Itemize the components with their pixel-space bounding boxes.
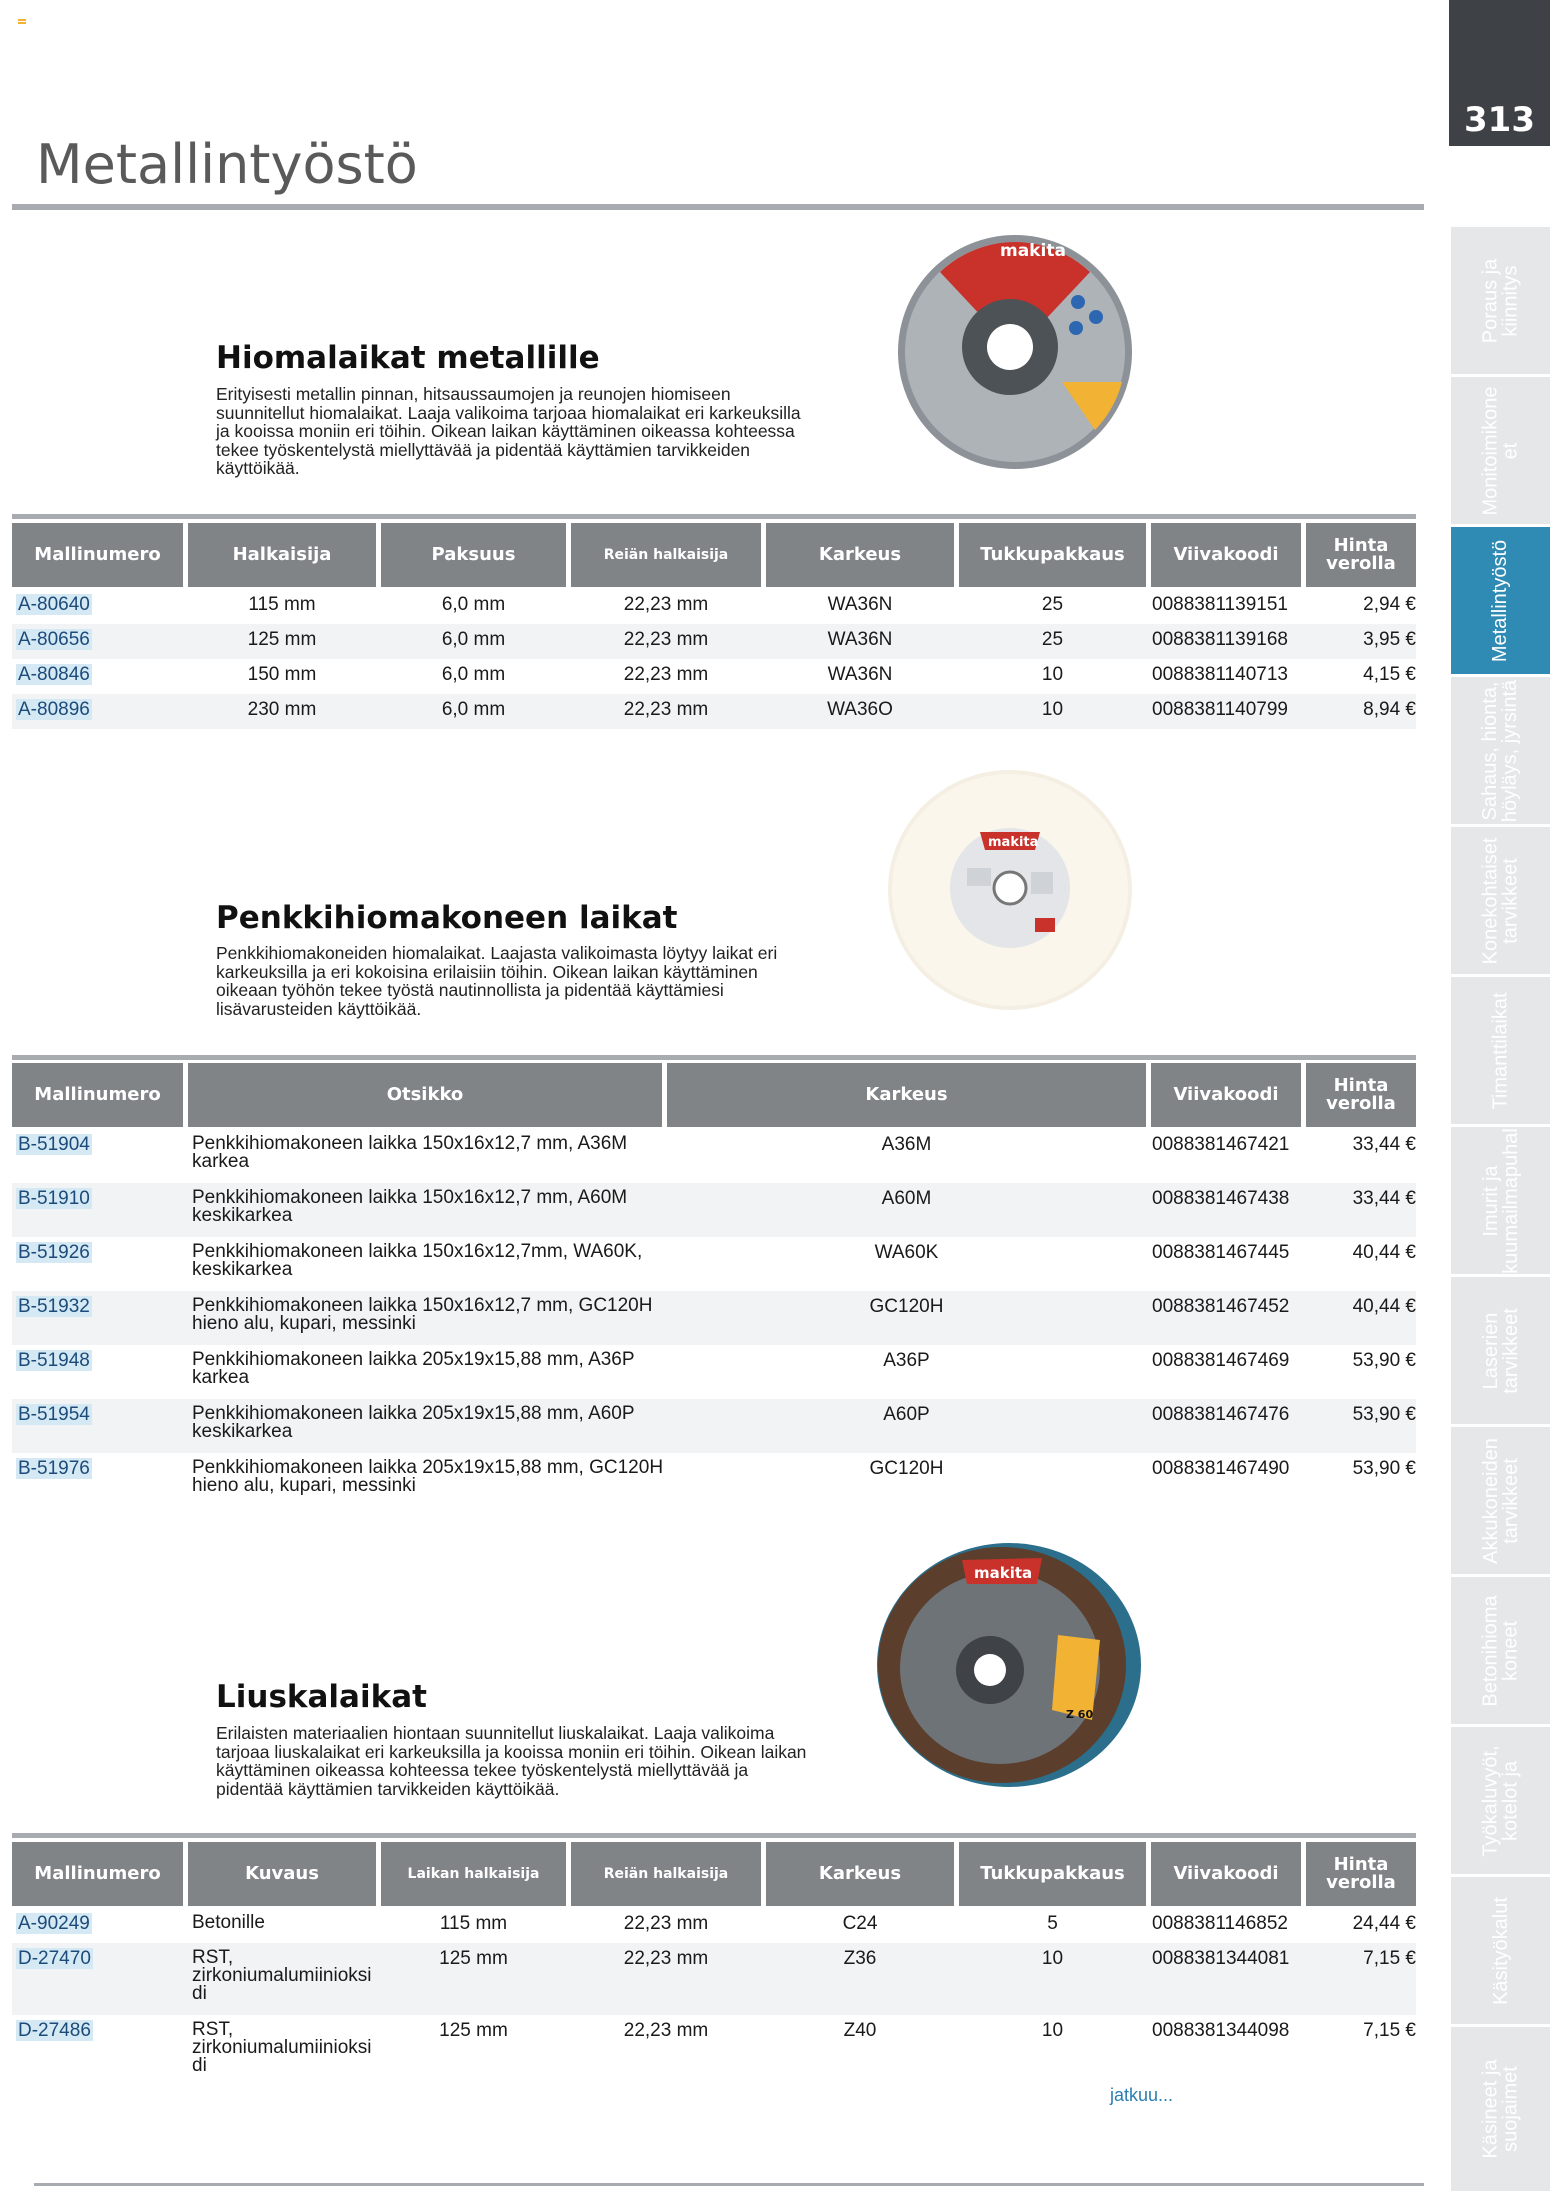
table-cell: GC120H bbox=[869, 1296, 944, 1317]
table-cell: Penkkihiomakoneen laikka 205x19x15,88 mm, GC120H hieno alu, kupari, messinki bbox=[192, 1457, 664, 1496]
side-tab-label: Konekohtaiset tarvikkeet bbox=[1479, 837, 1522, 964]
bench-grinder-wheel-image bbox=[885, 768, 1135, 1013]
table-cell: 33,44 € bbox=[1352, 1134, 1416, 1155]
table-cell: A60P bbox=[883, 1404, 930, 1425]
grinding-disc-image bbox=[890, 232, 1140, 472]
table-cell: 125 mm bbox=[247, 629, 317, 650]
table-cell: 2,94 € bbox=[1363, 594, 1416, 615]
section-title-liuskalaikat: Liuskalaikat bbox=[216, 1679, 427, 1715]
side-tab-poraus[interactable] bbox=[1451, 224, 1550, 374]
table-row bbox=[12, 1129, 1416, 1183]
table-divider bbox=[12, 1055, 1416, 1060]
table-cell: 25 bbox=[1041, 629, 1064, 650]
table-penkkihiomakoneen bbox=[12, 1063, 1416, 1513]
table-cell: 0088381344098 bbox=[1152, 2020, 1290, 2041]
table-cell: 24,44 € bbox=[1352, 1913, 1416, 1934]
side-tab-laserien[interactable] bbox=[1451, 1274, 1550, 1424]
table-divider bbox=[12, 514, 1416, 519]
table-cell: 10 bbox=[1041, 699, 1064, 720]
table-cell: Penkkihiomakoneen laikka 205x19x15,88 mm, A36P karkea bbox=[192, 1349, 635, 1388]
bottom-divider bbox=[34, 2183, 1424, 2186]
side-tab-label: Käsineet ja suojaimet bbox=[1479, 2059, 1522, 2159]
svg-text:Z 60: Z 60 bbox=[1066, 1708, 1094, 1721]
table-cell: 6,0 mm bbox=[441, 629, 506, 650]
side-tab-label: Sahaus, hionta, höyläys, jyrsintä bbox=[1479, 679, 1522, 822]
table-cell: 22,23 mm bbox=[623, 699, 709, 720]
col-header-hinta: Hinta verolla bbox=[1306, 1063, 1416, 1127]
table-cell: Z40 bbox=[843, 2020, 877, 2041]
side-tab-kasityokalut[interactable] bbox=[1451, 1874, 1550, 2024]
table-cell: 22,23 mm bbox=[623, 594, 709, 615]
col-header-karkeus: Karkeus bbox=[766, 1842, 954, 1906]
col-header-hinta: Hinta verolla bbox=[1306, 523, 1416, 587]
page-title: Metallintyöstö bbox=[36, 133, 418, 196]
side-tab-monitoimikoneet[interactable] bbox=[1451, 374, 1550, 524]
table-cell: 22,23 mm bbox=[623, 664, 709, 685]
table-cell: GC120H bbox=[869, 1458, 944, 1479]
table-cell: 53,90 € bbox=[1352, 1404, 1416, 1425]
table-cell: 3,95 € bbox=[1363, 629, 1416, 650]
col-header-viivakoodi: Viivakoodi bbox=[1151, 523, 1301, 587]
model-number-link[interactable]: B-51948 bbox=[18, 1350, 90, 1371]
table-row bbox=[12, 624, 1416, 659]
table-cell: Betonille bbox=[192, 1912, 265, 1933]
table-cell: WA36O bbox=[827, 699, 893, 720]
table-cell: 0088381139151 bbox=[1152, 594, 1288, 615]
table-cell: 10 bbox=[1041, 2020, 1064, 2041]
table-cell: 6,0 mm bbox=[441, 594, 506, 615]
table-cell: Penkkihiomakoneen laikka 205x19x15,88 mm, A60P keskikarkea bbox=[192, 1403, 635, 1442]
svg-text:makita: makita bbox=[1000, 241, 1066, 261]
svg-text:makita: makita bbox=[974, 1564, 1033, 1582]
table-cell: Penkkihiomakoneen laikka 150x16x12,7 mm, A36M karkea bbox=[192, 1133, 628, 1172]
side-tab-label: Laserien tarvikkeet bbox=[1479, 1307, 1522, 1394]
table-cell: 10 bbox=[1041, 1948, 1064, 1969]
model-number-link[interactable]: A-80656 bbox=[18, 629, 90, 650]
table-row bbox=[12, 589, 1416, 624]
col-header-tukkupakkaus: Tukkupakkaus bbox=[959, 523, 1146, 587]
table-cell: 22,23 mm bbox=[623, 1948, 709, 1969]
title-divider bbox=[12, 204, 1424, 210]
table-cell: 150 mm bbox=[247, 664, 317, 685]
section-title-penkkihiomakoneen: Penkkihiomakoneen laikat bbox=[216, 900, 678, 936]
table-cell: 0088381140799 bbox=[1152, 699, 1288, 720]
section-description-penkkihiomakoneen: Penkkihiomakoneiden hiomalaikat. Laajasta valikoimasta löytyy laikat eri karkeuksilla ja eri kokoisina erilaisiin töihin. Oikean laikan käyttäminen oikeaan työhön tekee työstä nautinnollista ja pidentää käyttämiesi lisävarusteiden käyttöikää. bbox=[216, 943, 778, 1019]
model-number-link[interactable]: B-51954 bbox=[18, 1404, 90, 1425]
table-row bbox=[12, 1943, 1416, 2015]
table-cell: 0088381344081 bbox=[1152, 1948, 1290, 1969]
corner-mark bbox=[18, 19, 26, 25]
table-cell: 40,44 € bbox=[1352, 1242, 1416, 1263]
table-row bbox=[12, 1183, 1416, 1237]
flap-disc-image bbox=[872, 1540, 1147, 1790]
table-cell: Z36 bbox=[843, 1948, 877, 1969]
table-cell: 6,0 mm bbox=[441, 699, 506, 720]
table-cell: Penkkihiomakoneen laikka 150x16x12,7 mm, GC120H hieno alu, kupari, messinki bbox=[192, 1295, 653, 1334]
table-hiomalaikat bbox=[12, 523, 1416, 738]
side-tab-label: Betonihioma koneet bbox=[1479, 1594, 1522, 1707]
side-tab-label: Poraus ja kiinnitys bbox=[1479, 258, 1522, 343]
col-header-paksuus: Paksuus bbox=[381, 523, 566, 587]
table-row bbox=[12, 1291, 1416, 1345]
table-cell: A60M bbox=[881, 1188, 932, 1209]
table-cell: Penkkihiomakoneen laikka 150x16x12,7mm, WA60K, keskikarkea bbox=[192, 1241, 643, 1280]
table-cell: 0088381467490 bbox=[1152, 1458, 1290, 1479]
table-cell: WA36N bbox=[827, 664, 893, 685]
col-header-kuvaus: Kuvaus bbox=[188, 1842, 376, 1906]
table-cell: A36P bbox=[883, 1350, 930, 1371]
table-cell: 115 mm bbox=[248, 594, 316, 615]
page-number: 313 bbox=[1464, 100, 1535, 140]
table-cell: 22,23 mm bbox=[623, 629, 709, 650]
table-cell: 4,15 € bbox=[1363, 664, 1416, 685]
table-cell: 6,0 mm bbox=[441, 664, 506, 685]
side-tab-metallintyosto[interactable] bbox=[1451, 524, 1550, 674]
model-number-link[interactable]: A-80846 bbox=[18, 664, 90, 685]
table-cell: RST, zirkoniumalumiinioksi di bbox=[192, 2019, 372, 2076]
table-cell: 22,23 mm bbox=[623, 1913, 709, 1934]
side-tab-tyokaluvyot[interactable] bbox=[1451, 1724, 1550, 1874]
table-cell: 25 bbox=[1041, 594, 1064, 615]
model-number-link[interactable]: B-51932 bbox=[18, 1296, 90, 1317]
table-cell: 5 bbox=[1047, 1913, 1058, 1934]
table-row bbox=[12, 1399, 1416, 1453]
model-number-link[interactable]: B-51926 bbox=[18, 1242, 90, 1263]
table-cell: 33,44 € bbox=[1352, 1188, 1416, 1209]
side-tab-label: Metallintyöstö bbox=[1489, 539, 1512, 662]
table-cell: 0088381140713 bbox=[1152, 664, 1288, 685]
page-number-tab bbox=[1449, 0, 1550, 146]
table-row bbox=[12, 1345, 1416, 1399]
table-cell: 53,90 € bbox=[1352, 1458, 1416, 1479]
table-row bbox=[12, 2015, 1416, 2087]
side-tab-label: Akkukoneiden tarvikkeet bbox=[1479, 1437, 1522, 1564]
table-cell: 0088381467469 bbox=[1152, 1350, 1290, 1371]
model-number-link[interactable]: D-27486 bbox=[18, 2020, 91, 2041]
table-row bbox=[12, 659, 1416, 694]
model-number-link[interactable]: A-90249 bbox=[18, 1913, 90, 1934]
col-header-mallinumero: Mallinumero bbox=[12, 523, 183, 587]
table-cell: RST, zirkoniumalumiinioksi di bbox=[192, 1947, 372, 2004]
side-tab-imurit[interactable] bbox=[1451, 1124, 1550, 1274]
table-cell: 0088381467452 bbox=[1152, 1296, 1290, 1317]
section-description-hiomalaikat: Erityisesti metallin pinnan, hitsaussaumojen ja reunojen hiomiseen suunnitellut hiomalaikat. Laaja valikoima tarjoaa hiomalaikat eri karkeuksilla ja kooissa moniin eri töihin. Oikean laikan käyttäminen oikeassa kohteessa tekee työskentelystä miellyttävää ja pidentää käyttämien tarvikkeiden käyttöikää. bbox=[216, 384, 801, 478]
col-header-laikan-halkaisija: Laikan halkaisija bbox=[381, 1842, 566, 1906]
table-cell: 0088381467438 bbox=[1152, 1188, 1290, 1209]
col-header-mallinumero: Mallinumero bbox=[12, 1063, 183, 1127]
model-number-link[interactable]: A-80896 bbox=[18, 699, 90, 720]
table-cell: C24 bbox=[842, 1913, 878, 1934]
table-row bbox=[12, 1453, 1416, 1507]
col-header-mallinumero: Mallinumero bbox=[12, 1842, 183, 1906]
col-header-viivakoodi: Viivakoodi bbox=[1151, 1063, 1301, 1127]
side-tab-label: Monitoimikone et bbox=[1479, 386, 1522, 515]
table-row bbox=[12, 1908, 1416, 1943]
table-divider bbox=[12, 1833, 1416, 1838]
col-header-reian-halkaisija: Reiän halkaisija bbox=[571, 523, 761, 587]
side-tab-kasineet[interactable] bbox=[1451, 2024, 1550, 2191]
model-number-link[interactable]: B-51904 bbox=[18, 1134, 90, 1155]
table-row bbox=[12, 694, 1416, 729]
continued-link[interactable]: jatkuu... bbox=[1110, 2085, 1174, 2105]
table-cell: 40,44 € bbox=[1352, 1296, 1416, 1317]
model-number-link[interactable]: D-27470 bbox=[18, 1948, 91, 1969]
col-header-reian-halkaisija: Reiän halkaisija bbox=[571, 1842, 761, 1906]
table-cell: 0088381467445 bbox=[1152, 1242, 1290, 1263]
table-cell: 8,94 € bbox=[1363, 699, 1416, 720]
table-cell: 0088381467421 bbox=[1152, 1134, 1290, 1155]
table-liuskalaikat bbox=[12, 1842, 1416, 2087]
section-title-hiomalaikat: Hiomalaikat metallille bbox=[216, 340, 600, 376]
col-header-hinta: Hinta verolla bbox=[1306, 1842, 1416, 1906]
table-cell: 7,15 € bbox=[1363, 1948, 1416, 1969]
table-cell: 10 bbox=[1041, 664, 1064, 685]
model-number-link[interactable]: B-51910 bbox=[18, 1188, 90, 1209]
table-cell: 7,15 € bbox=[1363, 2020, 1416, 2041]
table-cell: 53,90 € bbox=[1352, 1350, 1416, 1371]
table-cell: WA36N bbox=[827, 629, 893, 650]
col-header-karkeus: Karkeus bbox=[667, 1063, 1146, 1127]
table-cell: Penkkihiomakoneen laikka 150x16x12,7 mm, A60M keskikarkea bbox=[192, 1187, 628, 1226]
table-header bbox=[12, 1063, 1416, 1127]
col-header-halkaisija: Halkaisija bbox=[188, 523, 376, 587]
table-cell: WA36N bbox=[827, 594, 893, 615]
side-tab-akkukoneiden[interactable] bbox=[1451, 1424, 1550, 1574]
side-tab-label: Käsityökalut bbox=[1489, 1896, 1512, 2005]
table-header bbox=[12, 1842, 1416, 1906]
side-tab-label: Työkaluvyöt, kotelot ja bbox=[1479, 1744, 1522, 1857]
side-tab-timanttilaikat[interactable] bbox=[1451, 974, 1550, 1124]
model-number-link[interactable]: B-51976 bbox=[18, 1458, 90, 1479]
table-cell: 115 mm bbox=[439, 1913, 508, 1934]
col-header-viivakoodi: Viivakoodi bbox=[1151, 1842, 1301, 1906]
table-cell: 0088381146852 bbox=[1152, 1913, 1288, 1934]
side-tab-label: Imurit ja kuumailmapuhal bbox=[1479, 1127, 1522, 1274]
table-cell: 230 mm bbox=[247, 699, 317, 720]
table-cell: 0088381139168 bbox=[1152, 629, 1288, 650]
table-cell: 22,23 mm bbox=[623, 2020, 709, 2041]
side-tab-sahaus[interactable] bbox=[1451, 674, 1550, 824]
table-cell: 125 mm bbox=[439, 1948, 508, 1969]
col-header-tukkupakkaus: Tukkupakkaus bbox=[959, 1842, 1146, 1906]
side-tab-label: Timanttilaikat bbox=[1489, 991, 1512, 1110]
table-row bbox=[12, 1237, 1416, 1291]
table-cell: WA60K bbox=[874, 1242, 939, 1263]
model-number-link[interactable]: A-80640 bbox=[18, 594, 90, 615]
section-description-liuskalaikat: Erilaisten materiaalien hiontaan suunnitellut liuskalaikat. Laaja valikoima tarjoaa liuskalaikat eri karkeuksilla ja kooissa moniin eri töihin. Oikean laikan käyttäminen oikeassa kohteessa tekee työskentelystä miellyttävää ja pidentää käyttämien tarvikkeiden käyttöikää. bbox=[216, 1723, 807, 1799]
col-header-karkeus: Karkeus bbox=[766, 523, 954, 587]
table-cell: 125 mm bbox=[439, 2020, 508, 2041]
col-header-otsikko: Otsikko bbox=[188, 1063, 662, 1127]
side-tab-betonihioma[interactable] bbox=[1451, 1574, 1550, 1724]
table-cell: A36M bbox=[881, 1134, 932, 1155]
side-tab-konekohtaiset[interactable] bbox=[1451, 824, 1550, 974]
table-cell: 0088381467476 bbox=[1152, 1404, 1290, 1425]
table-header bbox=[12, 523, 1416, 587]
svg-text:makita: makita bbox=[988, 835, 1039, 850]
